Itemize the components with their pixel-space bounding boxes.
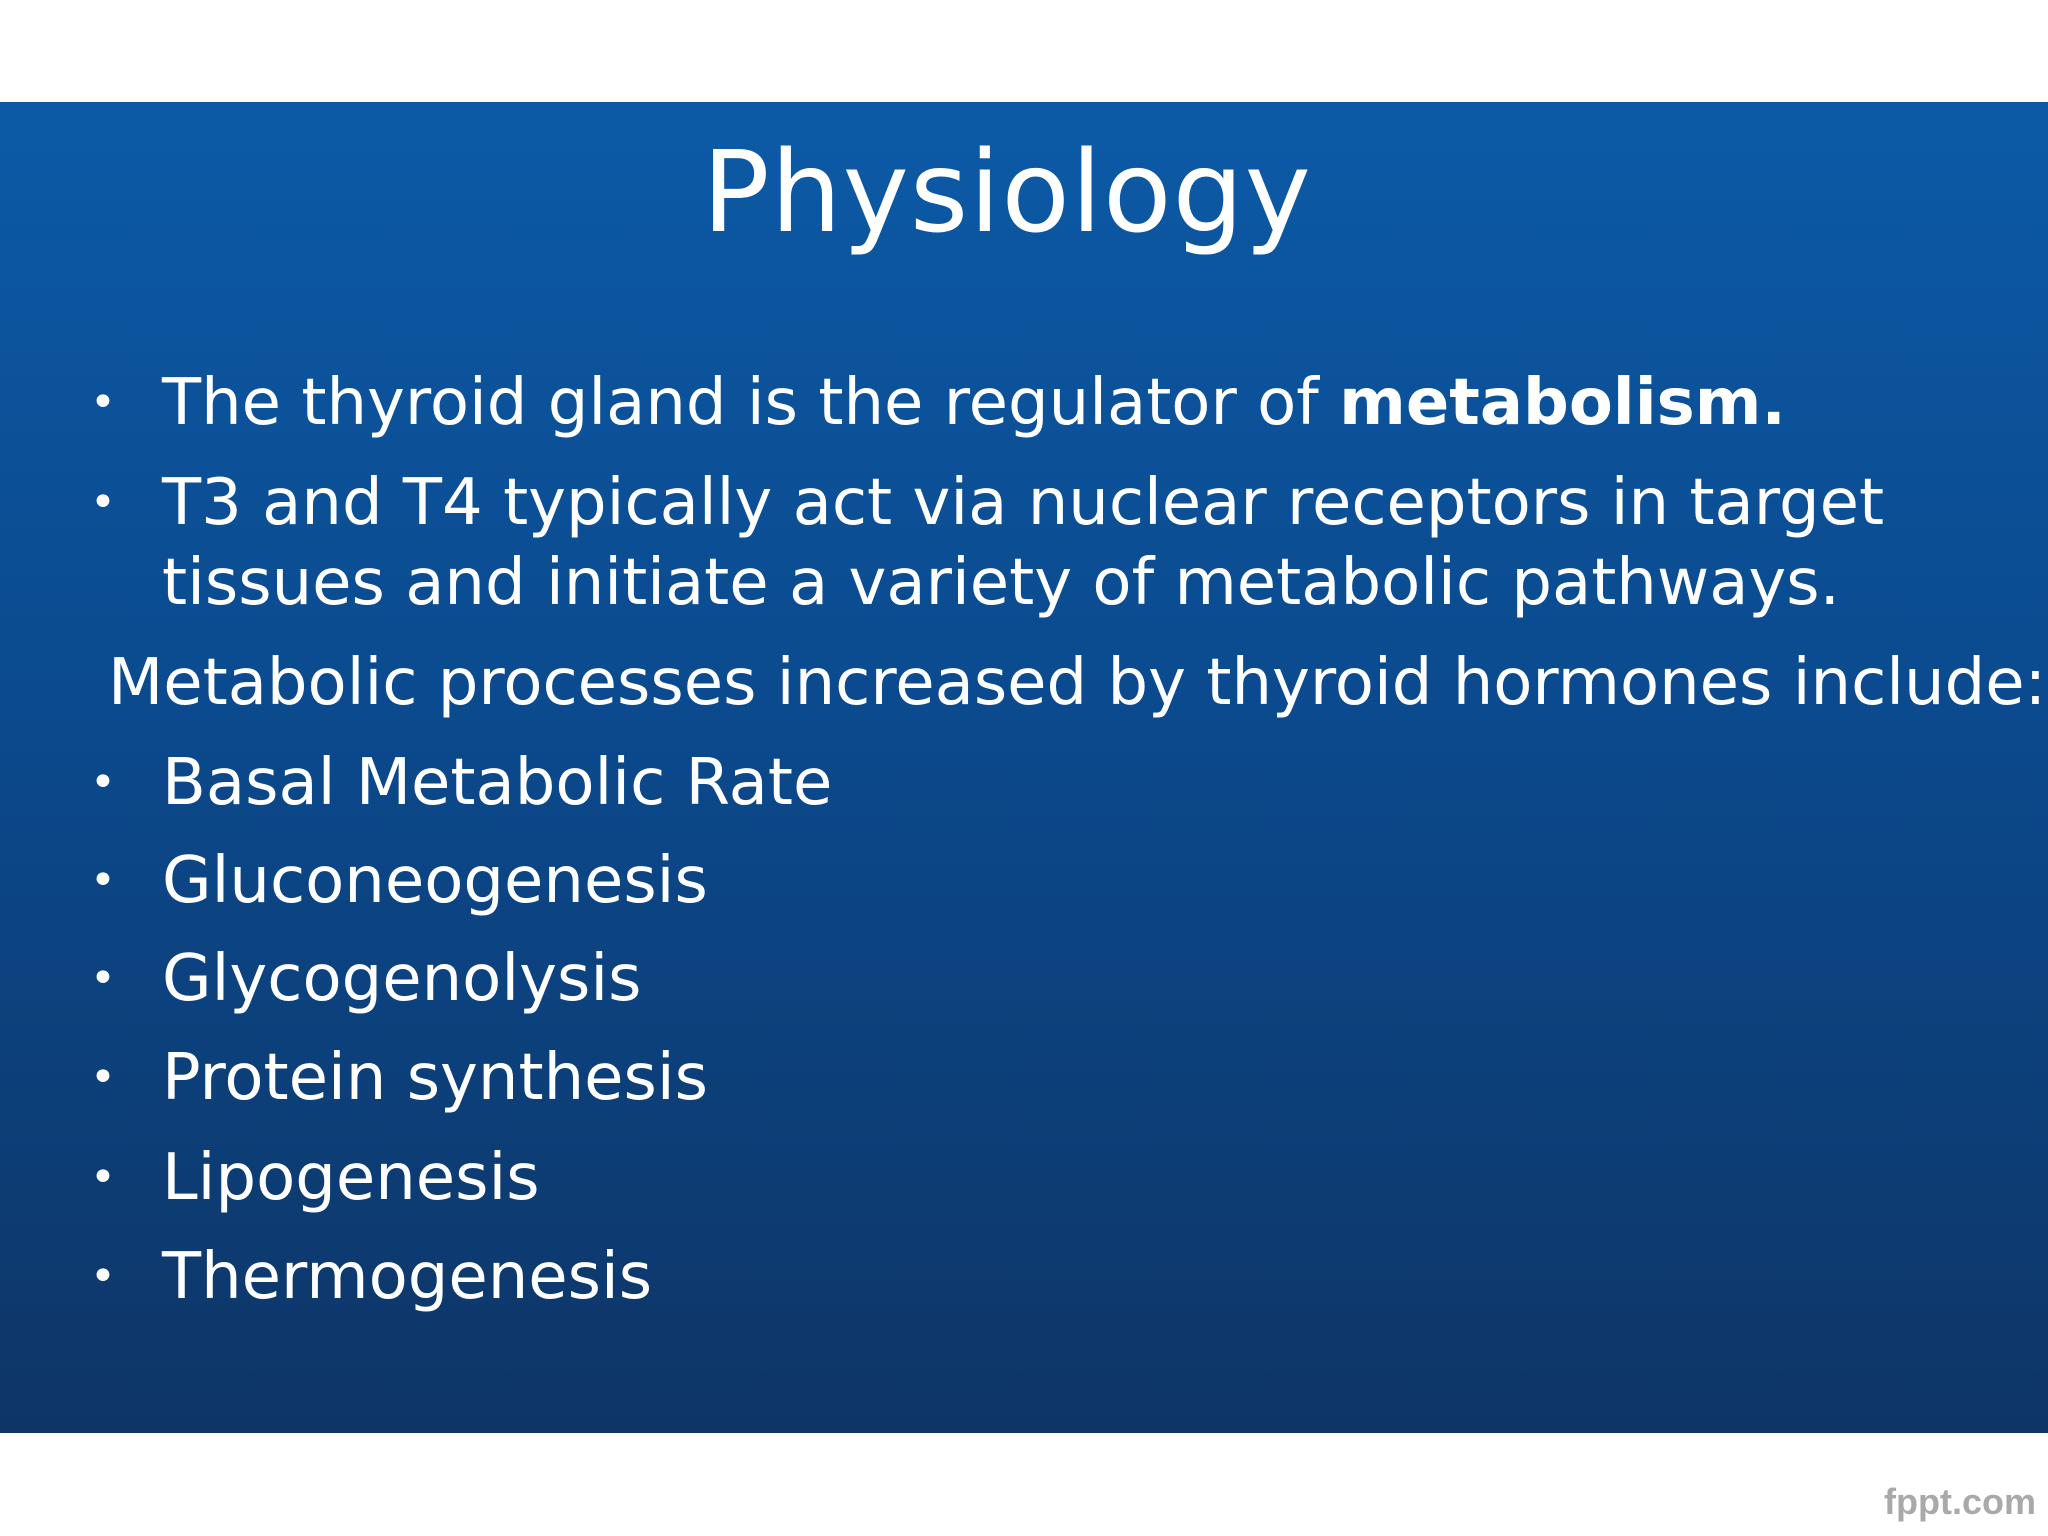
bullet-glyph: • <box>90 953 116 1004</box>
intro-line: Metabolic processes increased by thyroid hormones include: <box>108 646 2047 720</box>
bullet-text-line-2: tissues and initiate a variety of metabolic pathways. <box>162 546 1840 620</box>
bullet-glyph: • <box>90 1251 116 1302</box>
bullet-glyph: • <box>90 1152 116 1203</box>
footer-brand: fppt.com <box>1884 1481 2036 1522</box>
list-item-text: Protein synthesis <box>162 1041 708 1115</box>
bullet-text-bold: metabolism. <box>1339 366 1786 440</box>
bullet-glyph: • <box>90 855 116 906</box>
bullet-glyph: • <box>90 1052 116 1103</box>
bullet-text <box>162 363 2022 443</box>
bullet-glyph: • <box>90 757 116 808</box>
bullet-glyph: • <box>90 477 116 528</box>
bullet-text-line-1: T3 and T4 typically act via nuclear receptors in target <box>162 466 1885 540</box>
list-item-text: Glycogenolysis <box>162 942 642 1016</box>
list-item-text: Lipogenesis <box>162 1141 540 1215</box>
list-item-text: Basal Metabolic Rate <box>162 746 833 820</box>
bullet-text-regular: The thyroid gland is the regulator of <box>162 366 1340 440</box>
list-item-text: Thermogenesis <box>162 1240 653 1314</box>
bullet-glyph: • <box>90 377 116 428</box>
list-item-text: Gluconeogenesis <box>162 844 708 918</box>
slide-title: Physiology <box>702 128 1312 258</box>
